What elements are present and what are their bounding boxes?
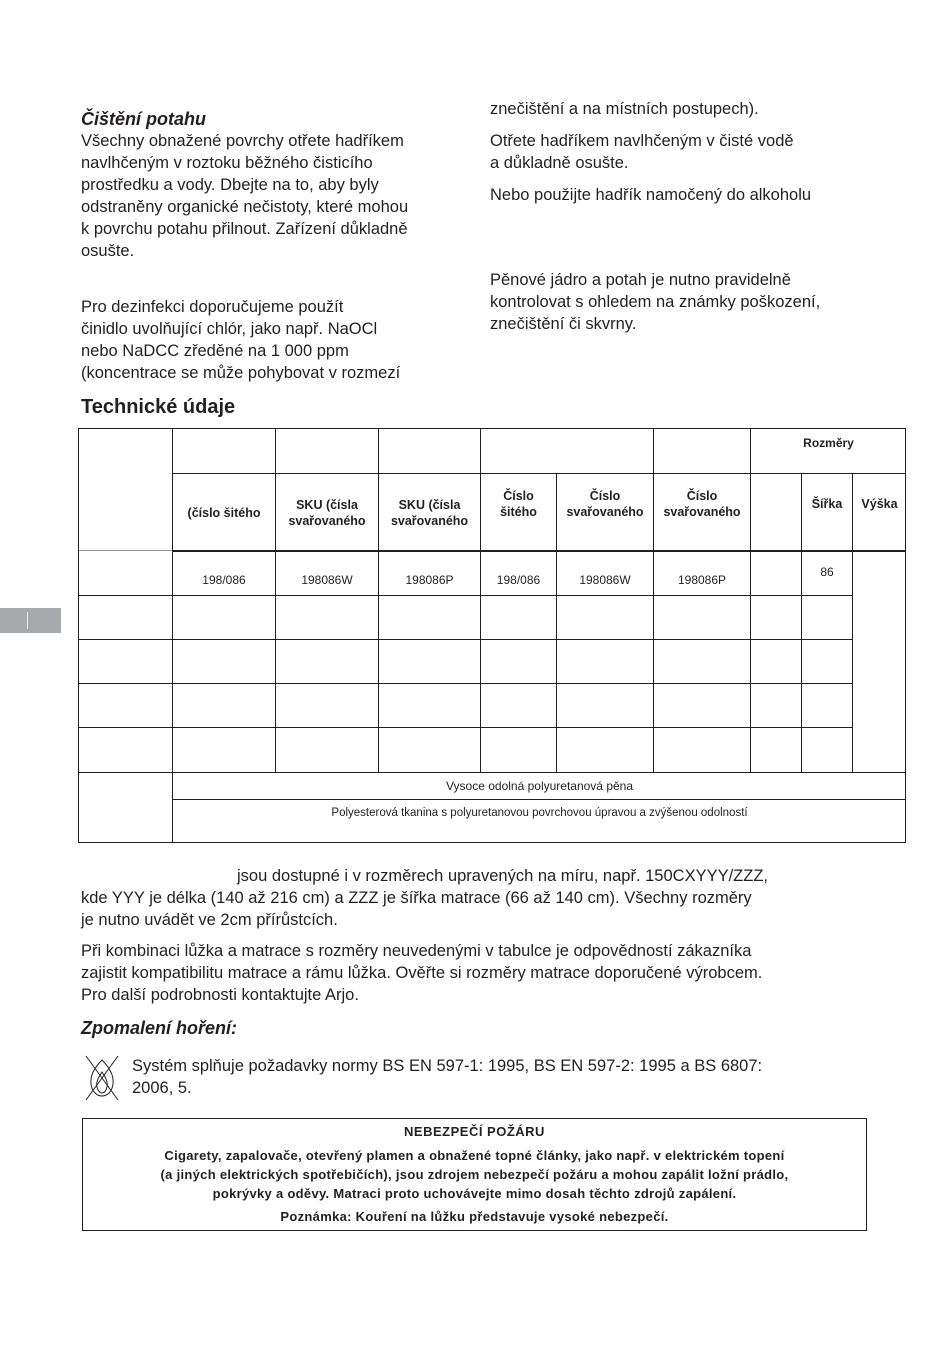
text-line: Systém splňuje požadavky normy BS EN 597-1: 1995, BS EN 597-2: 1995 a BS 6807: — [132, 1057, 763, 1075]
warning-note: Poznámka: Kouření na lůžku představuje vysoké nebezpečí. — [280, 1209, 669, 1224]
fire-title: Zpomalení hoření: — [81, 1018, 238, 1038]
table-header: Šířka — [811, 497, 843, 511]
fire-compliance-text — [132, 1055, 762, 1099]
table-cell: 198086P — [677, 573, 727, 587]
text-line: je nutno uvádět ve 2cm přírůstcích. — [81, 911, 338, 929]
technical-data-table — [78, 428, 906, 843]
text-line: Všechny obnažené povrchy otřete hadříkem — [81, 132, 404, 150]
side-tab-marker — [0, 608, 61, 633]
text-line: činidlo uvolňující chlór, jako např. NaOCl — [81, 320, 378, 338]
text-line: prostředku a vody. Dbejte na to, aby byly — [81, 176, 379, 194]
table-cell — [751, 566, 801, 594]
warning-title: NEBEZPEČÍ POŽÁRU — [404, 1124, 545, 1139]
technical-title: Technické údaje — [81, 396, 236, 418]
text-line: kde YYY je délka (140 až 216 cm) a ZZZ je šířka matrace (66 až 140 cm). Všechny rozměry — [81, 889, 752, 907]
text-line: odstraněny organické nečistoty, které mohou — [81, 198, 409, 216]
text-line: a důkladně osušte. — [490, 154, 629, 172]
text-line: 2006, 5. — [132, 1079, 192, 1097]
text-line: (a jiných elektrických spotřebičích), jsou zdrojem nebezpečí požáru a mohou zapálit ložní prádlo, — [160, 1167, 789, 1182]
side-tab-divider — [27, 612, 28, 629]
text-line: Pro další podrobnosti kontaktujte Arjo. — [81, 986, 359, 1004]
fire-danger-warning-box — [82, 1118, 867, 1231]
cleaning-title: Čištění potahu — [81, 109, 206, 129]
text-line: Pro dezinfekci doporučujeme použít — [81, 298, 344, 316]
text-line: nebo NaDCC zředěné na 1 000 ppm — [81, 342, 349, 360]
table-foam-row: Vysoce odolná polyuretanová pěna — [445, 779, 634, 793]
warning-body — [93, 1146, 856, 1203]
text-line: znečištění či skvrny. — [490, 315, 637, 333]
text-line: zajistit kompatibilitu matrace a rámu lůžka. Ověřte si rozměry matrace doporučené výrobcem. — [81, 964, 763, 982]
text-line: znečištění a na místních postupech). — [490, 100, 759, 118]
table-header: (číslo šitého — [187, 505, 261, 520]
text-line: kontrolovat s ohledem na známky poškození, — [490, 293, 821, 311]
text-line: pokrývky a oděvy. Matraci proto uchovávejte mimo dosah těchto zdrojů zapálení. — [212, 1186, 737, 1201]
custom-sizes-paragraph — [81, 865, 768, 931]
compatibility-paragraph — [81, 940, 762, 1006]
table-header: SKU (čísla svařovaného — [390, 497, 469, 528]
text-line: Při kombinaci lůžka a matrace s rozměry neuvedenými v tabulce je odpovědností zákazníka — [81, 942, 752, 960]
text-line: k povrchu potahu přilnout. Zařízení důkladně — [81, 220, 408, 238]
table-cell — [853, 566, 906, 594]
table-header: Číslo svařovaného — [663, 489, 741, 519]
table-cell: 86 — [820, 565, 834, 579]
table-cell: 198086P — [405, 573, 454, 587]
text-line: Otřete hadříkem navlhčeným v čisté vodě — [490, 132, 794, 150]
table-header: Číslo svařovaného — [566, 489, 644, 519]
no-fire-symbol-icon — [84, 1054, 120, 1102]
table-cell: 198/086 — [202, 573, 246, 587]
cleaning-left-paragraph-2 — [81, 296, 400, 384]
cleaning-right-paragraph-3 — [490, 184, 811, 206]
table-header — [751, 474, 801, 551]
text-line: jsou dostupné i v rozměrech upravených na míru, např. 150CXYYY/ZZZ, — [237, 867, 768, 885]
cleaning-right-paragraph-2 — [490, 130, 794, 174]
text-line: Nebo použijte hadřík namočený do alkoholu — [490, 186, 812, 204]
text-line: Pěnové jádro a potah je nutno pravidelně — [490, 271, 791, 289]
cleaning-left-paragraph-1 — [81, 130, 408, 262]
table-fabric-row: Polyesterová tkanina s polyuretanovou povrchovou úpravou a zvýšenou odolností — [331, 807, 748, 819]
table-cell: 198086W — [579, 573, 631, 587]
table-header: Číslo šitého — [500, 489, 537, 519]
table-group-header: Rozměry — [803, 436, 854, 450]
text-line: navlhčeným v roztoku běžného čisticího — [81, 154, 373, 172]
cleaning-right-paragraph-1 — [490, 98, 759, 120]
table-cell: 198/086 — [496, 573, 541, 587]
text-line: osušte. — [81, 242, 135, 260]
table-header: SKU (čísla svařovaného — [288, 497, 366, 528]
cleaning-right-paragraph-4 — [490, 269, 820, 335]
table-cell: 198086W — [301, 573, 353, 587]
table-header: Výška — [861, 497, 898, 511]
text-line: Cigarety, zapalovače, otevřený plamen a obnažené topné články, jako např. v elektrickém topení — [164, 1148, 785, 1163]
text-line: (koncentrace se může pohybovat v rozmezí — [81, 364, 401, 382]
